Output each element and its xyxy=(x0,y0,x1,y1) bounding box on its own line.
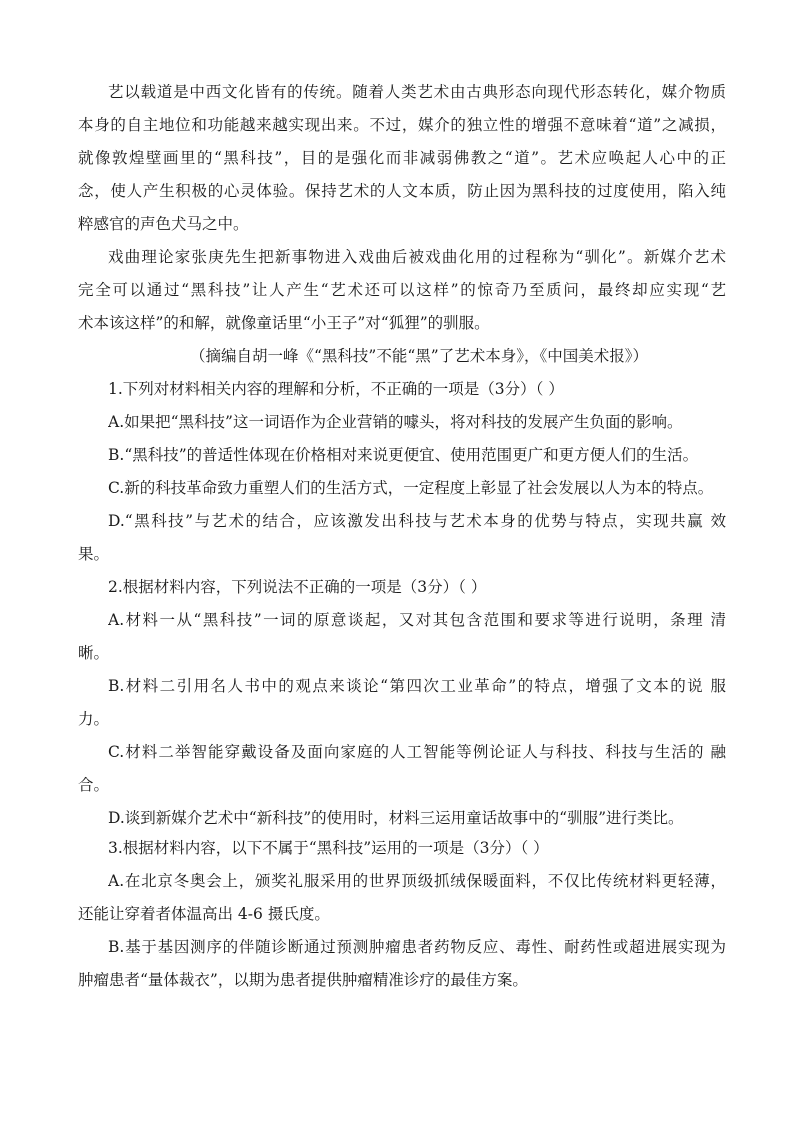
paragraph-line: 粹感官的声色犬马之中。 xyxy=(78,215,249,233)
question-2-option-a-cont: 晰。 xyxy=(78,644,110,662)
question-3-stem: 3.根据材料内容，以下不属于“黑科技”运用的一项是（3分）（ ） xyxy=(108,839,549,857)
source-citation: （摘编自胡一峰《“黑科技”不能“黑”了艺术本身》，《中国美术报》） xyxy=(190,347,648,365)
question-3-option-a: A.在北京冬奥会上，颁奖礼服采用的世界顶级抓绒保暖面料，不仅比传统材料更轻薄， xyxy=(108,872,726,890)
question-1-option-b: B.“黑科技”的普适性体现在价格相对来说更便宜、使用范围更广和更方便人们的生活。 xyxy=(108,446,699,464)
question-1-option-d-cont: 果。 xyxy=(78,545,110,563)
question-2-stem: 2.根据材料内容，下列说法不正确的一项是（3分）（ ） xyxy=(108,578,487,596)
question-2-option-b-cont: 力。 xyxy=(78,710,110,728)
paragraph-line: 完全可以通过“黑科技”让人产生“艺术还可以这样”的惊奇乃至质问，最终却应实现“艺 xyxy=(78,281,726,299)
question-1-option-c: C.新的科技革命致力重塑人们的生活方式，一定程度上彰显了社会发展以人为本的特点。 xyxy=(108,479,714,497)
paragraph-line: 艺以载道是中西文化皆有的传统。随着人类艺术由古典形态向现代形态转化，媒介物质 xyxy=(108,83,726,101)
paragraph-line: 念，使人产生积极的心灵体验。保持艺术的人文本质，防止因为黑科技的过度使用，陷入纯 xyxy=(78,182,726,200)
question-2-option-d: D.谈到新媒介艺术中“新科技”的使用时，材料三运用童话故事中的“驯服”进行类比。 xyxy=(108,809,684,827)
paragraph-line: 戏曲理论家张庚先生把新事物进入戏曲后被戏曲化用的过程称为“驯化”。新媒介艺术 xyxy=(108,248,726,266)
paragraph-line: 就像敦煌壁画里的“黑科技”，目的是强化而非减弱佛教之“道”。艺术应唤起人心中的正 xyxy=(78,149,726,167)
question-1-option-a: A.如果把“黑科技”这一词语作为企业营销的噱头，将对科技的发展产生负面的影响。 xyxy=(108,413,683,431)
question-2-option-c-cont: 合。 xyxy=(78,776,110,794)
question-3-option-a-cont: 还能让穿着者体温高出 4-6 摄氏度。 xyxy=(78,905,330,923)
question-3-option-b: B.基于基因测序的伴随诊断通过预测肿瘤患者药物反应、毒性、耐药性或超进展实现为 xyxy=(108,938,726,956)
question-3-option-b-cont: 肿瘤患者“量体裁衣”，以期为患者提供肿瘤精准诊疗的最佳方案。 xyxy=(78,971,528,989)
paragraph-line: 术本该这样”的和解，就像童话里“小王子”对“狐狸”的驯服。 xyxy=(78,314,490,332)
question-2-option-a: A.材料一从“黑科技”一词的原意谈起，又对其包含范围和要求等进行说明，条理 清 xyxy=(108,611,726,629)
question-1-option-d: D.“黑科技”与艺术的结合，应该激发出科技与艺术本身的优势与特点，实现共赢 效 xyxy=(108,512,726,530)
question-2-option-b: B.材料二引用名人书中的观点来谈论“第四次工业革命”的特点，增强了文本的说 服 xyxy=(108,677,726,695)
question-1-stem: 1.下列对材料相关内容的理解和分析，不正确的一项是（3分）（ ） xyxy=(108,380,564,398)
question-2-option-c: C.材料二举智能穿戴设备及面向家庭的人工智能等例论证人与科技、科技与生活的 融 xyxy=(108,743,726,761)
paragraph-line: 本身的自主地位和功能越来越实现出来。不过，媒介的独立性的增强不意味着“道”之减损， xyxy=(78,116,726,134)
